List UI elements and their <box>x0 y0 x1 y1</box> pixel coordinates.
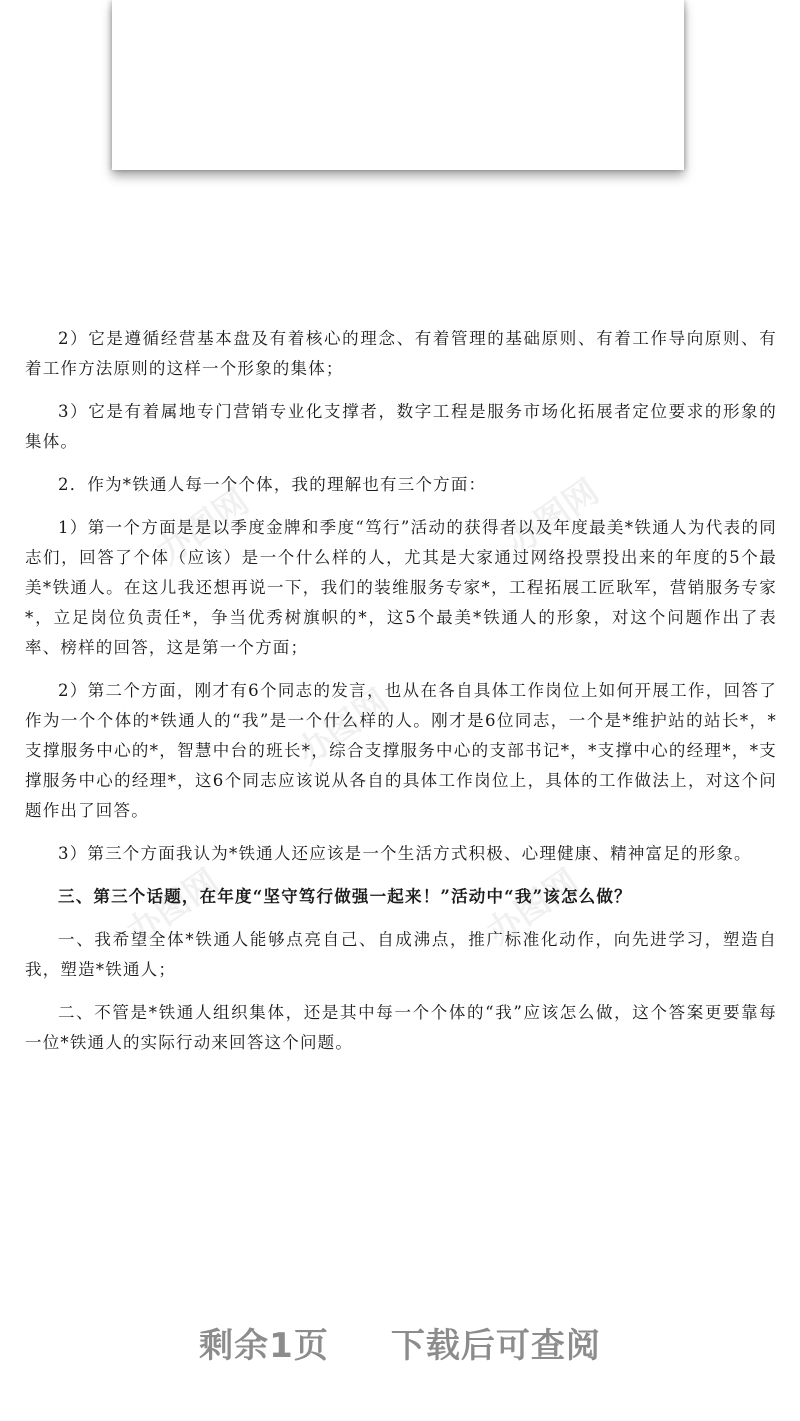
download-prompt[interactable] <box>0 1318 800 1367</box>
paragraph: 2．作为*铁通人每一个个体，我的理解也有三个方面： <box>58 475 487 494</box>
paragraph: 3）它是有着属地专门营销专业化支撑者，数字工程是服务市场化拓展者定位要求的形象的集体。 <box>25 402 777 451</box>
watermark: 办图网 <box>479 861 587 954</box>
watermark: 办图网 <box>149 481 257 574</box>
paragraph: 2）它是遵循经营基本盘及有着核心的理念、有着管理的基础原则、有着工作导向原则、有着工作方法原则的这样一个形象的集体； <box>25 329 777 378</box>
download-hint-label: 下载后可查阅 <box>390 1326 601 1366</box>
paragraph: 2）第二个方面，刚才有6个同志的发言，也从在各自具体工作岗位上如何开展工作，回答了作为一个个体的*铁通人的“我”是一个什么样的人。刚才是6位同志，一个是*维护站的站长*，*支撑服务中心的*，智慧中台的班长*，综合支撑服务中心的支部书记*，*支撑中心的经理*，*支撑服务中心的经理*，这6个同志应该说从各自的具体工作岗位上，具体的工作做法上，对这个问题作出了回答。 <box>25 681 777 820</box>
document-body <box>25 324 777 1071</box>
paragraph: 1）第一个方面是是以季度金牌和季度“笃行”活动的获得者以及年度最美*铁通人为代表的同志们，回答了个体（应该）是一个什么样的人，尤其是大家通过网络投票投出来的年度的5个最美*铁通人。在这儿我还想再说一下，我们的装维服务专家*，工程拓展工匠耿军，营销服务专家*，立足岗位负责任*，争当优秀树旗帜的*，这5个最美*铁通人的形象，对这个问题作出了表率、榜样的回答，这是第一个方面； <box>25 518 777 657</box>
watermark: 办图网 <box>499 471 607 564</box>
previous-page-sheet <box>112 0 684 170</box>
watermark: 办图网 <box>289 681 397 774</box>
remaining-pages-label: 剩余1页 <box>199 1326 329 1366</box>
section-heading: 三、第三个话题，在年度“坚守笃行做强一起来！”活动中“我”该怎么做？ <box>58 887 632 906</box>
watermark: 办图网 <box>119 861 227 954</box>
paragraph: 二、不管是*铁通人组织集体，还是其中每一个个体的“我”应该怎么做，这个答案更要靠每一位*铁通人的实际行动来回答这个问题。 <box>25 1003 777 1052</box>
paragraph: 一、我希望全体*铁通人能够点亮自己、自成沸点，推广标准化动作，向先进学习，塑造自我，塑造*铁通人； <box>25 930 777 979</box>
paragraph: 3）第三个方面我认为*铁通人还应该是一个生活方式积极、心理健康、精神富足的形象。 <box>58 844 752 863</box>
